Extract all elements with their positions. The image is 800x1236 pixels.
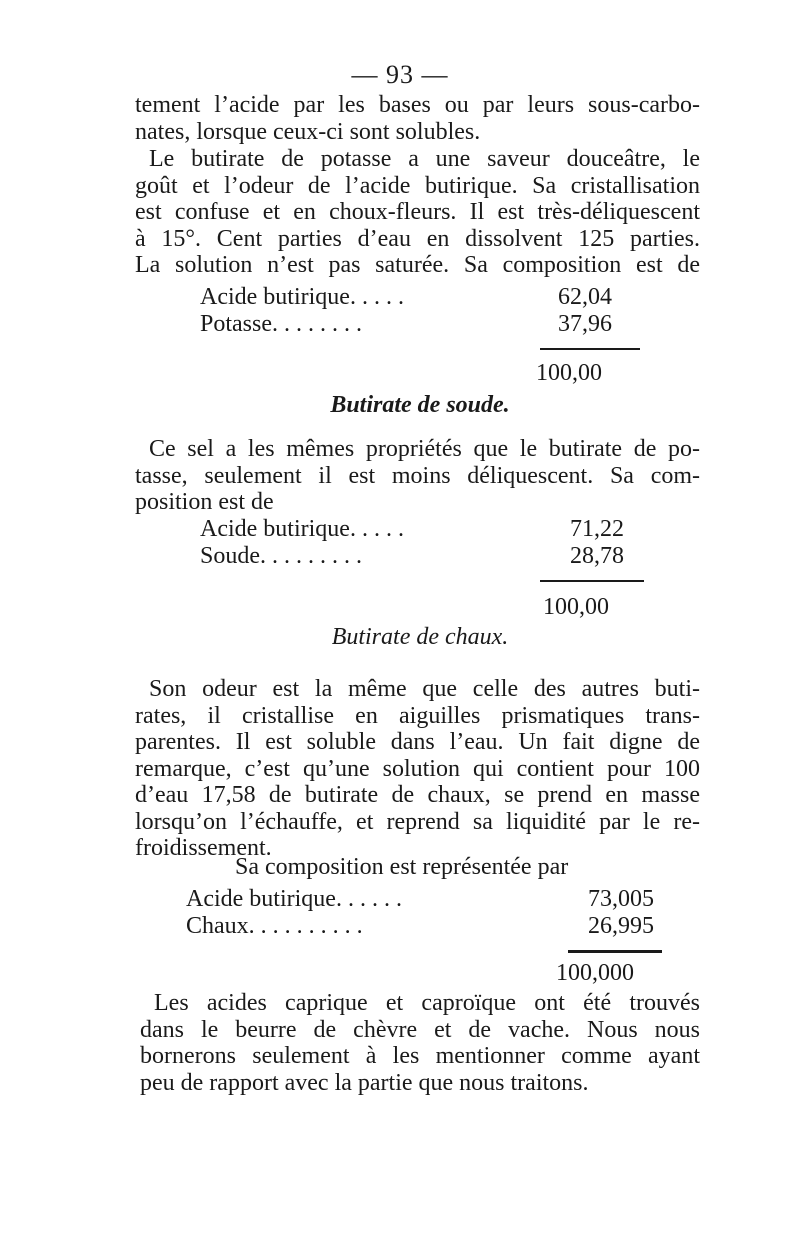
component-value: 26,995 <box>588 912 654 939</box>
text-line: Sa composition est représentée par <box>235 854 569 880</box>
composition-row <box>186 886 654 913</box>
text-line: à 15°. Cent parties d’eau en dissolvent 125 parties. <box>135 225 700 252</box>
component-value: 62,04 <box>558 284 612 310</box>
paragraph-sodium-butyrate <box>135 436 700 516</box>
component-value: 73,005 <box>588 886 654 912</box>
text-line: froidissement. <box>135 835 272 861</box>
text-line: Les acides caprique et caproïque ont été trouvés <box>154 990 700 1016</box>
sum-rule <box>568 950 662 953</box>
composition-total: 100,000 <box>556 960 634 986</box>
composition-row <box>186 913 654 940</box>
composition-row <box>200 284 612 311</box>
composition-table-soude <box>200 516 624 569</box>
composition-total: 100,00 <box>543 594 609 620</box>
component-name: Chaux. . . . . . . . . . <box>186 912 363 939</box>
composition-table-potasse <box>200 284 612 337</box>
component-name: Soude. . . . . . . . . <box>200 542 362 569</box>
text-line: goût et l’odeur de l’acide butirique. Sa cristallisation <box>135 172 700 199</box>
component-value: 37,96 <box>558 310 612 337</box>
section-heading-chaux: Butirate de chaux. <box>331 624 509 650</box>
component-name: Potasse. . . . . . . . <box>200 310 362 337</box>
composition-total: 100,00 <box>536 360 602 386</box>
paragraph-caproic-acids <box>140 990 700 1096</box>
text-line: Son odeur est la même que celle des autres buti- <box>149 676 700 702</box>
component-name: Acide butirique. . . . . <box>200 284 404 310</box>
sum-rule <box>540 580 644 582</box>
text-line: La solution n’est pas saturée. Sa composition est de <box>135 252 700 278</box>
text-line: Ce sel a les mêmes propriétés que le butirate de po- <box>149 436 700 462</box>
composition-row <box>200 311 612 338</box>
text-line: remarque, c’est qu’une solution qui contient pour 100 <box>135 755 700 782</box>
text-line: peu de rapport avec la partie que nous traitons. <box>140 1069 589 1096</box>
component-value: 28,78 <box>570 542 624 569</box>
page-number: — 93 — <box>351 60 449 89</box>
text-line: rates, il cristallise en aiguilles prismatiques trans- <box>135 702 700 729</box>
section-heading-soude: Butirate de soude. <box>330 392 510 418</box>
text-line: parentes. Il est soluble dans l’eau. Un fait digne de <box>135 729 700 755</box>
text-line: est confuse et en choux-fleurs. Il est très-déliquescent <box>135 199 700 225</box>
paragraph-potassium-butyrate <box>135 146 700 279</box>
text-line: position est de <box>135 489 274 515</box>
paragraph-composition-intro <box>235 854 635 881</box>
paragraph-calcium-butyrate <box>135 676 700 862</box>
component-name: Acide butirique. . . . . <box>200 516 404 542</box>
component-value: 71,22 <box>570 516 624 542</box>
text-line: d’eau 17,58 de butirate de chaux, se prend en masse <box>135 782 700 808</box>
composition-table-chaux <box>186 886 654 939</box>
text-line: lorsqu’on l’échauffe, et reprend sa liquidité par le re- <box>135 808 700 835</box>
component-name: Acide butirique. . . . . . <box>186 886 402 912</box>
text-line: tasse, seulement il est moins déliquescent. Sa com- <box>135 462 700 489</box>
text-line: bornerons seulement à les mentionner comme ayant <box>140 1043 700 1069</box>
composition-row <box>200 516 624 543</box>
text-line: nates, lorsque ceux-ci sont solubles. <box>135 118 481 145</box>
composition-row <box>200 543 624 570</box>
paragraph-continuation <box>135 92 700 145</box>
sum-rule <box>540 348 640 350</box>
text-line: tement l’acide par les bases ou par leurs sous-carbo- <box>135 92 700 118</box>
text-line: Le butirate de potasse a une saveur douceâtre, le <box>149 146 700 172</box>
text-line: dans le beurre de chèvre et de vache. Nous nous <box>140 1016 700 1043</box>
